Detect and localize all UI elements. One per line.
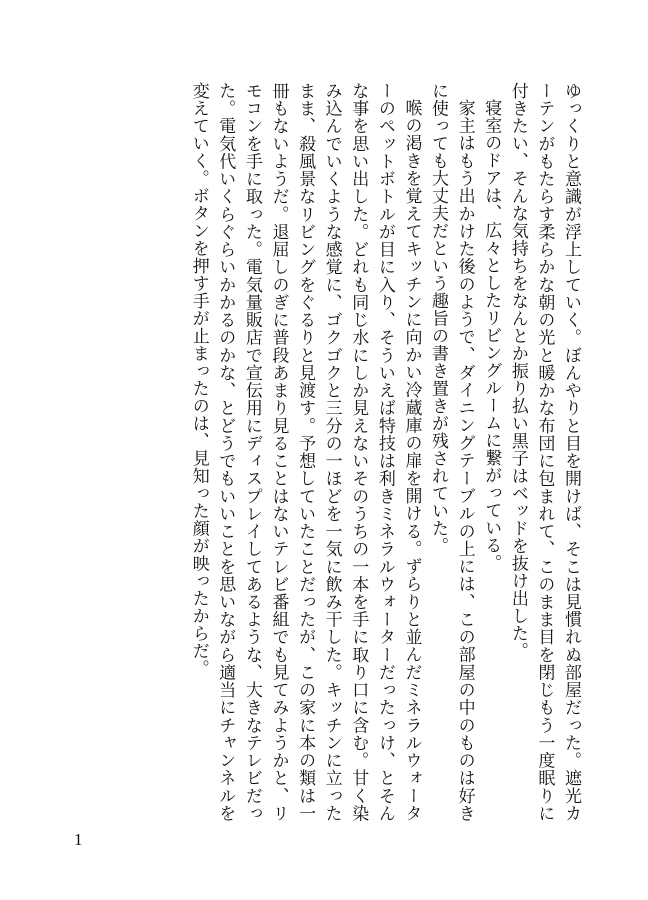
paragraph-kitchen: 喉の渇きを覚えてキッチンに向かい冷蔵庫の扉を開ける。ずらりと並んだミネラルウォーターのペットボトルが目に入り、そういえば特技は利きミネラルウォーターだったっけ、とそんな事を思い出した。どれも同じ水にしか見えないそのうちの一本を手に取り口に含む。甘く染み込んでいくような感覚に、ゴクゴクと三分の一ほどを一気に飲み干した。キッチンに立ったまま、殺風景なリビングをぐるりと見渡す。予想していたことだったが、この家に本の類は一冊もないようだ。退屈しのぎに普段あまり見ることはないテレビ番組でも見てみようかと、リモコンを手に取った。電気量販店で宣伝用にディスプレイしてあるような、大きなテレビだった。電気代いくらぐらいかかるのかな、とどうでもいいことを思いながら適当にチャンネルを変えていく。ボタンを押す手が止まったのは、見知った顔が映ったからだ。 <box>188 82 422 822</box>
paragraph-bedroom-door: 寝室のドアは、広々としたリビングルームに繋がっている。 <box>481 99 502 572</box>
paragraph-awakening: ゆっくりと意識が浮上していく。ぼんやりと目を開けば、そこは見慣れぬ部屋だった。遮光カーテンがもたらす柔らかな朝の光と暖かな布団に包まれて、このまま目を閉じもう一度眠りに付きたい、そんな気持ちをなんとか振り払い黒子はベッドを抜け出した。 <box>507 82 581 822</box>
paragraph-note: 家主はもう出かけた後のようで、ダイニングテーブルの上には、この部屋の中のものは好きに使っても大丈夫だという趣旨の書き置きが残されていた。 <box>428 82 475 822</box>
page-number: 1 <box>74 830 83 849</box>
vertical-text-body <box>54 82 584 822</box>
